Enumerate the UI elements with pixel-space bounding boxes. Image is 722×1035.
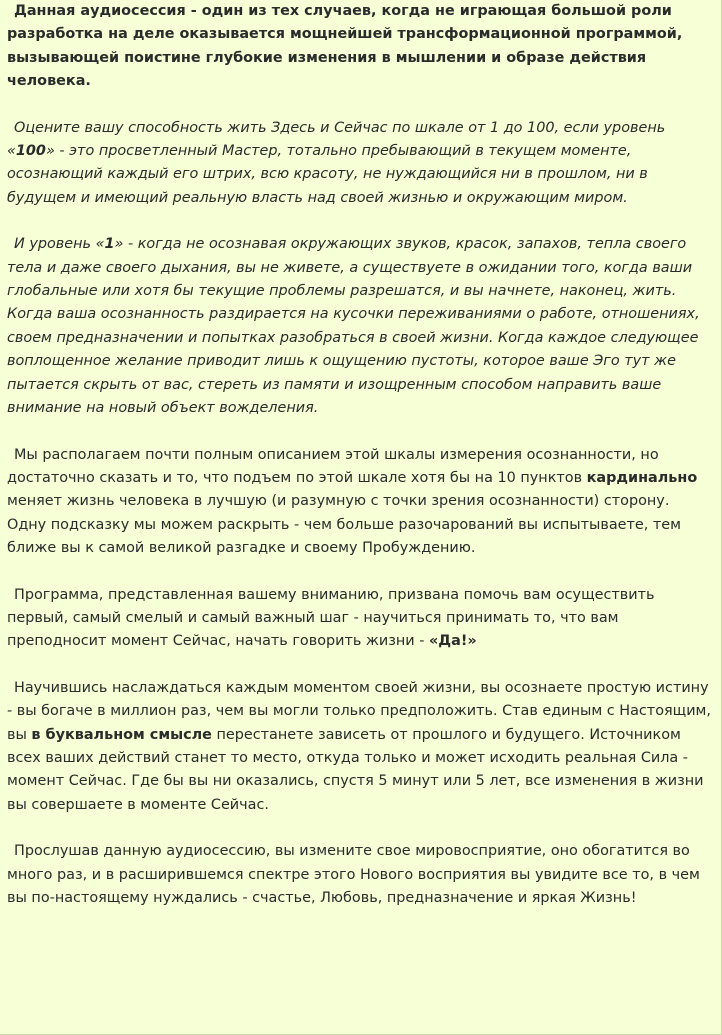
level-1-number: 1 (104, 236, 115, 253)
program-text-a: Программа, представленная вашему вниманию, призвана помочь вам осуществить первый, самый смелый и самый важный шаг - научиться принимать то, что вам преподносит момент Сейчас, начать говорить жизни - (7, 586, 655, 650)
program-emphasis: «Да!» (429, 633, 477, 650)
intro-paragraph: Данная аудиосессия - один из тех случаев, когда не играющая большой роли разработка на деле оказывается мощнейшей трансформационной программой, вызывающей поистине глубокие изменения в мышлении и образе действия человека. (7, 3, 683, 90)
level-100-text-a: Оцените вашу способность жить Здесь и Сейчас по шкале от 1 до 100, если уровень « (7, 119, 666, 160)
scale-emphasis: кардинально (586, 469, 698, 486)
present-emphasis: в буквальном смысле (31, 726, 212, 743)
present-text-a: Научившись наслаждаться каждым моментом своей жизни, вы осознаете простую истину - вы богаче в миллион раз, чем вы могли только предположить. Став единым с Настоящим, вы (7, 679, 711, 743)
level-1-paragraph (7, 233, 713, 420)
level-1-text-c: » - когда не осознавая окружающих звуков, красок, запахов, тепла своего тела и даже своего дыхания, вы не живете, а существуете в ожидании того, когда ваши глобальные или хотя бы текущие проблемы разрешатся, и вы начнете, наконец, жить. Когда ваша осознанность раздирается на кусочки переживаниями о работе, отношениях, своем предназначении и попытках разобраться в своей жизни. Когда каждое следующее воплощенное желание приводит лишь к ощущению пустоты, которое ваше Эго тут же пытается скрыть от вас, стереть из памяти и изощренным способом направить ваше внимание на новый объект вожделения. (7, 236, 700, 417)
level-1-text-a: И уровень « (14, 236, 105, 253)
level-100-number: 100 (15, 143, 46, 160)
level-100-paragraph (7, 117, 713, 211)
present-paragraph (7, 677, 713, 817)
level-100-text-c: » - это просветленный Мастер, тотально пребывающий в текущем моменте, осознающий каждый его штрих, всю красоту, не нуждающийся ни в прошлом, ни в будущем и имеющий реальную власть над своей жизнью и окружающим миром. (7, 143, 648, 206)
program-paragraph (7, 584, 713, 654)
present-text-c: перестанете зависеть от прошлого и будущего. Источником всех ваших действий станет то место, откуда только и может исходить реальная Сила - момент Сейчас. Где бы вы ни оказались, спустя 5 минут или 5 лет, все изменения в жизни вы совершаете в моменте Сейчас. (7, 726, 704, 813)
scale-text-a: Мы располагаем почти полным описанием этой шкалы измерения осознанности, но достаточно сказать и то, что подъем по этой шкале хотя бы на 10 пунктов (7, 446, 659, 486)
closing-paragraph: Прослушав данную аудиосессию, вы измените свое мировосприятие, оно обогатится во много раз, и в расширившемся спектре этого Нового восприятия вы увидите все то, в чем вы по-настоящему нуждались - счастье, Любовь, предназначение и яркая Жизнь! (7, 843, 700, 906)
scale-paragraph (7, 444, 713, 561)
scale-text-c: меняет жизнь человека в лучшую (и разумную с точки зрения осознанности) сторону. Одну подсказку мы можем раскрыть - чем больше разочарований вы испытываете, тем ближе вы к самой великой разгадке и своему Пробуждению. (7, 493, 681, 557)
